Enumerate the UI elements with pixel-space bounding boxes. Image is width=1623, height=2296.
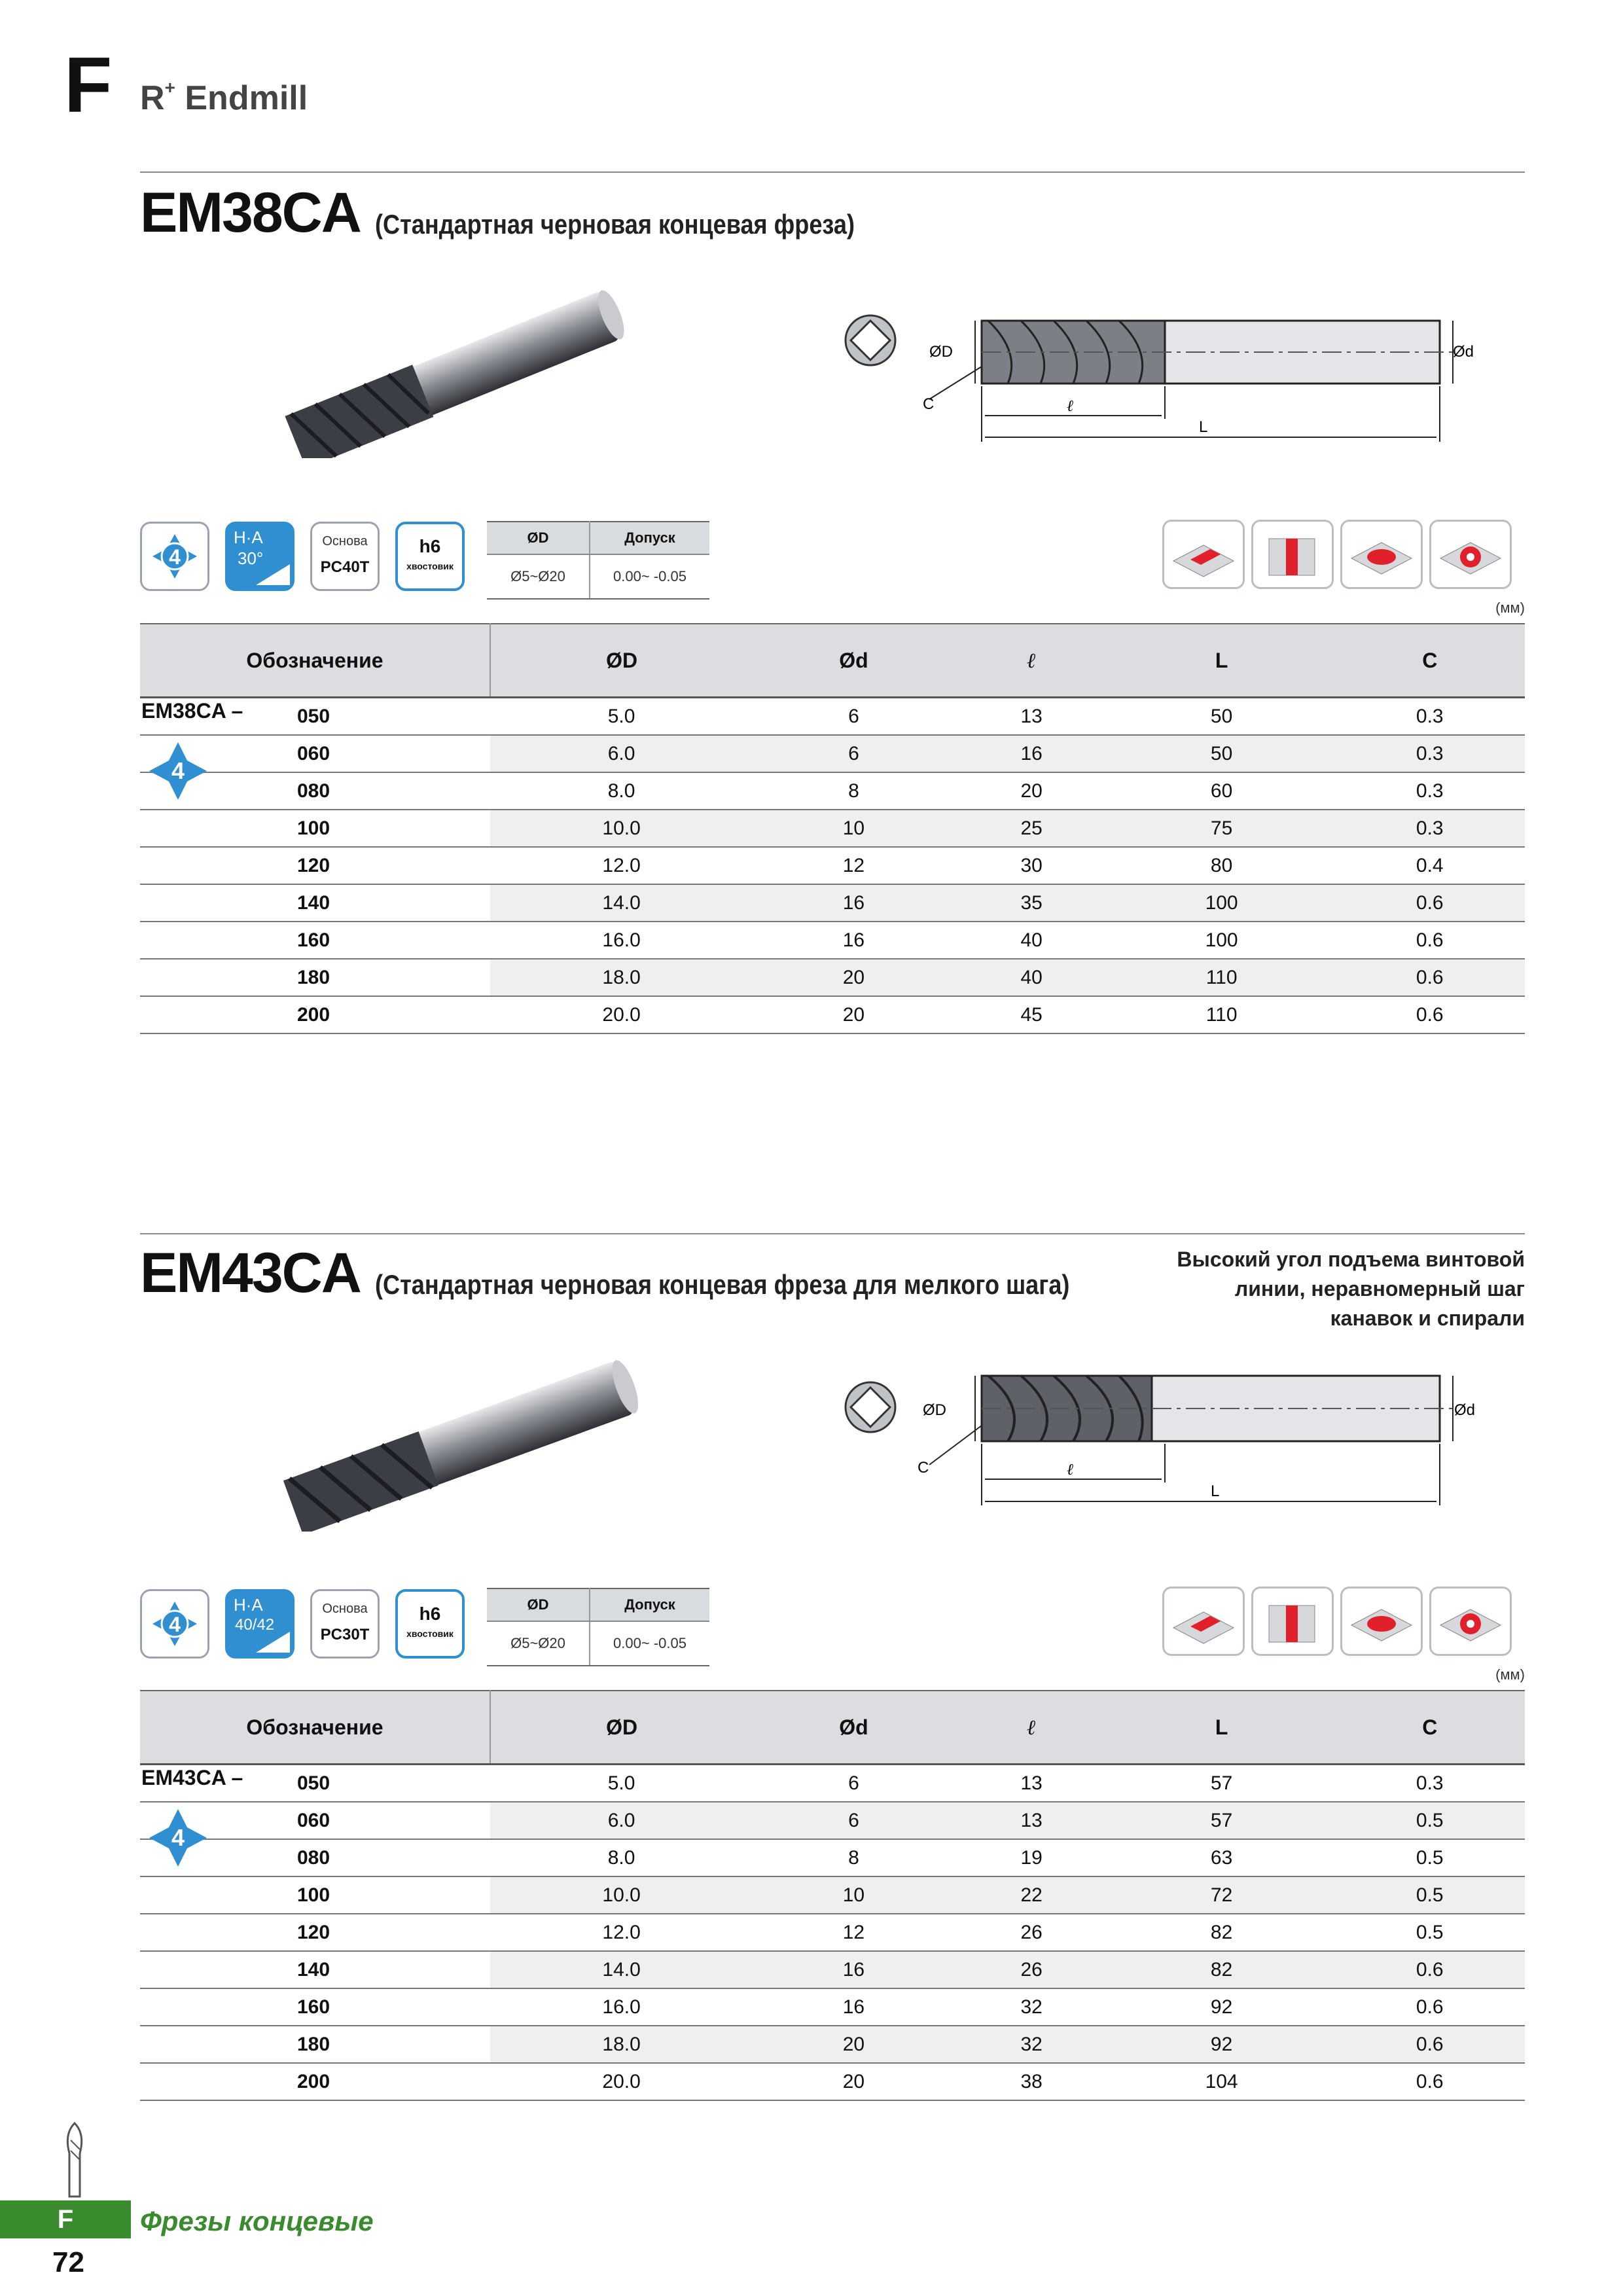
tool-photo-em43ca [275, 1355, 654, 1532]
col-l: ℓ [955, 624, 1109, 698]
cell-code: 060 [140, 735, 490, 772]
cell-value: 0.3 [1335, 1765, 1525, 1803]
col-big-l: L [1109, 624, 1335, 698]
section-rule [140, 1233, 1525, 1234]
svg-text:4: 4 [171, 757, 185, 784]
product-subtitle: (Стандартная черновая концевая фреза) [374, 209, 855, 240]
technical-drawing-em38ca [825, 268, 1499, 445]
grade-icon: Основа PC40T [310, 522, 380, 591]
cell-value: 32 [955, 2026, 1109, 2063]
cell-value: 12.0 [490, 847, 753, 884]
dim-small-d-label: Ød [1454, 1401, 1476, 1419]
shank-tolerance-icon: h6 хвостовик [395, 522, 465, 591]
cell-value: 30 [955, 847, 1109, 884]
cell-value: 10.0 [490, 1876, 753, 1914]
cell-value: 0.3 [1335, 698, 1525, 736]
helix-angle-icon: H·A 40/42 [225, 1589, 294, 1659]
cell-value: 0.3 [1335, 810, 1525, 847]
cell-value: 100 [1109, 922, 1335, 959]
cell-value: 19 [955, 1839, 1109, 1876]
cross-section-icon [846, 315, 895, 365]
table-row [140, 1951, 1525, 1988]
technical-drawing-em43ca [825, 1342, 1499, 1518]
cell-code: 200 [140, 2063, 490, 2100]
cell-value: 16 [753, 884, 954, 922]
col-small-d: Ød [753, 624, 954, 698]
spec-table-em43ca [140, 1690, 1525, 2101]
cell-value: 12 [753, 1914, 954, 1951]
cell-value: 20 [955, 772, 1109, 810]
table-row [140, 1839, 1525, 1876]
table-row [140, 772, 1525, 810]
slotting-icon [1162, 1587, 1245, 1656]
cell-value: 80 [1109, 847, 1335, 884]
helix-angle-icon: H·A 30° [225, 522, 294, 591]
cell-value: 63 [1109, 1839, 1335, 1876]
table-row [140, 959, 1525, 996]
cell-value: 13 [955, 1765, 1109, 1803]
cell-value: 18.0 [490, 2026, 753, 2063]
cell-value: 110 [1109, 996, 1335, 1033]
pocketing-icon [1340, 1587, 1423, 1656]
cell-value: 8 [753, 1839, 954, 1876]
cell-value: 57 [1109, 1802, 1335, 1839]
slotting-icon [1162, 520, 1245, 589]
dim-c-label: C [923, 395, 935, 413]
svg-text:4: 4 [169, 1613, 181, 1636]
table-row [140, 2026, 1525, 2063]
table-row [140, 847, 1525, 884]
product-code: EM38CA [140, 181, 361, 244]
cell-code: 100 [140, 810, 490, 847]
tolerance-value: 0.00~ -0.05 [590, 554, 709, 599]
col-small-d: Ød [753, 1691, 954, 1765]
product-code: EM43CA [140, 1242, 361, 1304]
col-designation: Обозначение [140, 624, 490, 698]
tolerance-value: 0.00~ -0.05 [590, 1621, 709, 1666]
cell-value: 45 [955, 996, 1109, 1033]
cell-value: 13 [955, 1802, 1109, 1839]
cell-value: 5.0 [490, 698, 753, 736]
page-number: 72 [52, 2246, 84, 2278]
cell-value: 16 [753, 922, 954, 959]
cell-value: 18.0 [490, 959, 753, 996]
cell-value: 0.5 [1335, 1839, 1525, 1876]
cell-value: 72 [1109, 1876, 1335, 1914]
brand: R [140, 79, 165, 117]
tool-photo-em38ca [275, 288, 641, 458]
cell-value: 6.0 [490, 1802, 753, 1839]
shank-tolerance-icon: h6 хвостовик [395, 1589, 465, 1659]
cell-value: 0.3 [1335, 735, 1525, 772]
cell-value: 38 [955, 2063, 1109, 2100]
cell-value: 0.6 [1335, 922, 1525, 959]
cell-value: 22 [955, 1876, 1109, 1914]
flute-count-icon [140, 1589, 209, 1659]
cell-value: 0.6 [1335, 1988, 1525, 2026]
units-label: (мм) [1495, 600, 1525, 616]
cell-value: 0.6 [1335, 959, 1525, 996]
cell-value: 82 [1109, 1951, 1335, 1988]
cell-value: 20.0 [490, 2063, 753, 2100]
col-designation: Обозначение [140, 1691, 490, 1765]
cell-code: 060 [140, 1802, 490, 1839]
cell-value: 0.6 [1335, 2063, 1525, 2100]
cell-value: 8.0 [490, 1839, 753, 1876]
dim-small-d-label: Ød [1453, 343, 1474, 361]
units-label: (мм) [1495, 1666, 1525, 1683]
dim-l-label: ℓ [1067, 398, 1073, 415]
cell-code: 050 [140, 1765, 490, 1803]
col-c: C [1335, 1691, 1525, 1765]
cell-value: 12 [753, 847, 954, 884]
cell-value: 16 [955, 735, 1109, 772]
cell-value: 57 [1109, 1765, 1335, 1803]
cell-value: 0.5 [1335, 1876, 1525, 1914]
cell-value: 25 [955, 810, 1109, 847]
pocketing-icon [1340, 520, 1423, 589]
feature-icons-em43ca [140, 1589, 465, 1659]
side-milling-icon [1251, 520, 1334, 589]
grade-icon: Основа PC30T [310, 1589, 380, 1659]
face-milling-icon [1429, 520, 1512, 589]
product-heading-em38ca [140, 181, 933, 244]
table-row [140, 1914, 1525, 1951]
cell-code: 080 [140, 1839, 490, 1876]
cell-value: 35 [955, 884, 1109, 922]
table-row [140, 1802, 1525, 1839]
cross-section-icon [846, 1382, 895, 1432]
cell-value: 14.0 [490, 1951, 753, 1988]
table-row [140, 1765, 1525, 1803]
cell-value: 10 [753, 1876, 954, 1914]
application-icons-em38ca [1162, 520, 1512, 589]
cell-value: 0.6 [1335, 884, 1525, 922]
cell-value: 40 [955, 922, 1109, 959]
section-letter: F [64, 41, 113, 129]
cell-code: 160 [140, 1988, 490, 2026]
tolerance-table-em38ca: ØD Допуск Ø5~Ø20 0.00~ -0.05 [487, 521, 709, 600]
cell-value: 0.6 [1335, 996, 1525, 1033]
cell-value: 16.0 [490, 922, 753, 959]
cell-value: 16 [753, 1988, 954, 2026]
cell-value: 20 [753, 959, 954, 996]
table-row [140, 884, 1525, 922]
spec-table-em38ca [140, 623, 1525, 1034]
cell-value: 0.6 [1335, 1951, 1525, 1988]
cell-value: 60 [1109, 772, 1335, 810]
cell-value: 92 [1109, 2026, 1335, 2063]
table-row [140, 2063, 1525, 2100]
cell-value: 16 [753, 1951, 954, 1988]
cell-value: 0.5 [1335, 1802, 1525, 1839]
cell-code: 140 [140, 1951, 490, 1988]
cell-value: 0.3 [1335, 772, 1525, 810]
cell-value: 13 [955, 698, 1109, 736]
brand-sup: + [164, 77, 175, 98]
cell-value: 92 [1109, 1988, 1335, 2026]
cell-value: 110 [1109, 959, 1335, 996]
svg-text:4: 4 [171, 1824, 185, 1851]
page-header-title [140, 77, 308, 117]
flute-count-icon-table [145, 1805, 211, 1871]
endmill-icon [60, 2121, 89, 2199]
cell-code: 160 [140, 922, 490, 959]
face-milling-icon [1429, 1587, 1512, 1656]
table-row [140, 922, 1525, 959]
cell-value: 75 [1109, 810, 1335, 847]
cell-code: 180 [140, 2026, 490, 2063]
cell-code: 200 [140, 996, 490, 1033]
application-icons-em43ca [1162, 1587, 1512, 1656]
feature-icons-em38ca [140, 522, 465, 591]
cell-code: 100 [140, 1876, 490, 1914]
table-row [140, 996, 1525, 1033]
cell-code: 080 [140, 772, 490, 810]
cell-code: 180 [140, 959, 490, 996]
cell-value: 10.0 [490, 810, 753, 847]
dim-od-label: ØD [923, 1401, 946, 1419]
dim-c-label: C [918, 1459, 929, 1477]
tolerance-range: Ø5~Ø20 [487, 554, 590, 599]
dim-big-l-label: L [1199, 418, 1208, 436]
cell-value: 82 [1109, 1914, 1335, 1951]
cell-code: 050 [140, 698, 490, 736]
flute-count-icon-table [145, 738, 211, 804]
col-od: ØD [490, 1691, 753, 1765]
cell-value: 0.5 [1335, 1914, 1525, 1951]
cell-value: 32 [955, 1988, 1109, 2026]
cell-value: 26 [955, 1951, 1109, 1988]
tolerance-range: Ø5~Ø20 [487, 1621, 590, 1666]
category: Endmill [185, 79, 308, 117]
table-row [140, 698, 1525, 736]
cell-code: 140 [140, 884, 490, 922]
series-label-em43ca: EM43CA – [141, 1766, 243, 1789]
cell-value: 20 [753, 2063, 954, 2100]
cell-value: 50 [1109, 698, 1335, 736]
cell-value: 20 [753, 996, 954, 1033]
product-heading-em43ca [140, 1242, 1183, 1304]
cell-value: 26 [955, 1914, 1109, 1951]
cell-value: 40 [955, 959, 1109, 996]
product-subtitle: (Стандартная черновая концевая фреза для мелкого шага) [374, 1269, 1070, 1300]
dim-big-l-label: L [1211, 1482, 1220, 1500]
cell-value: 8.0 [490, 772, 753, 810]
series-label-em38ca: EM38CA – [141, 699, 243, 723]
table-row [140, 735, 1525, 772]
side-milling-icon [1251, 1587, 1334, 1656]
cell-value: 104 [1109, 2063, 1335, 2100]
cell-value: 6 [753, 735, 954, 772]
dim-od-label: ØD [929, 343, 953, 361]
tolerance-table-em43ca: ØD Допуск Ø5~Ø20 0.00~ -0.05 [487, 1588, 709, 1666]
cell-value: 20 [753, 2026, 954, 2063]
footer-tab: F [0, 2200, 131, 2238]
cell-value: 50 [1109, 735, 1335, 772]
cell-code: 120 [140, 1914, 490, 1951]
table-row [140, 1988, 1525, 2026]
cell-value: 10 [753, 810, 954, 847]
flute-count-icon [140, 522, 209, 591]
cell-value: 6 [753, 698, 954, 736]
cell-value: 6 [753, 1765, 954, 1803]
cell-value: 8 [753, 772, 954, 810]
col-c: C [1335, 624, 1525, 698]
feature-note: Высокий угол подъема винтовой линии, неравномерный шаг канавок и спирали [1177, 1247, 1525, 1330]
header-rule [140, 171, 1525, 173]
table-row [140, 1876, 1525, 1914]
cell-value: 6 [753, 1802, 954, 1839]
table-row [140, 810, 1525, 847]
cell-value: 0.6 [1335, 2026, 1525, 2063]
col-big-l: L [1109, 1691, 1335, 1765]
cell-value: 12.0 [490, 1914, 753, 1951]
footer-section-name: Фрезы концевые [140, 2206, 374, 2236]
cell-value: 5.0 [490, 1765, 753, 1803]
col-l: ℓ [955, 1691, 1109, 1765]
cell-value: 14.0 [490, 884, 753, 922]
cell-value: 0.4 [1335, 847, 1525, 884]
cell-code: 120 [140, 847, 490, 884]
cell-value: 100 [1109, 884, 1335, 922]
cell-value: 20.0 [490, 996, 753, 1033]
cell-value: 6.0 [490, 735, 753, 772]
col-od: ØD [490, 624, 753, 698]
cell-value: 16.0 [490, 1988, 753, 2026]
dim-l-label: ℓ [1067, 1462, 1073, 1479]
svg-text:4: 4 [169, 545, 181, 569]
